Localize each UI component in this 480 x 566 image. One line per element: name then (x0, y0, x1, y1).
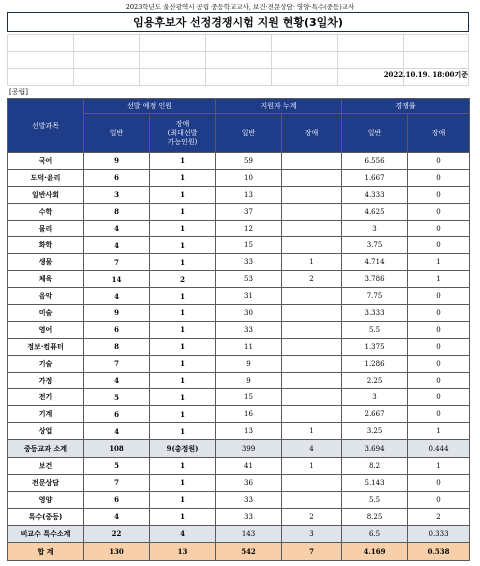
cell-applicants-general: 13 (216, 423, 282, 440)
table-row (8, 169, 470, 186)
cell-ratio-general: 8.2 (342, 457, 408, 474)
cell-applicants-disabled: 1 (282, 254, 342, 271)
cell-ratio-disabled: 0 (408, 203, 470, 220)
cell-applicants-disabled (282, 355, 342, 372)
cell-applicants-disabled: 2 (282, 508, 342, 525)
cell-applicants-general: 13 (216, 186, 282, 203)
table-row (8, 288, 470, 305)
cell-subject: 기계 (8, 406, 84, 423)
table-row (8, 457, 470, 474)
cell-applicants-general: 143 (216, 525, 282, 543)
cell-applicants-disabled (282, 153, 342, 170)
cell-planned-disabled: 1 (150, 237, 216, 254)
cell-ratio-disabled: 0.444 (408, 440, 470, 458)
cell-planned-disabled: 1 (150, 288, 216, 305)
cell-planned-disabled: 1 (150, 491, 216, 508)
cell-ratio-general: 8.25 (342, 508, 408, 525)
cell-applicants-general: 53 (216, 271, 282, 288)
cell-planned-general: 4 (84, 372, 150, 389)
cell-planned-general: 6 (84, 321, 150, 338)
cell-planned-disabled: 1 (150, 169, 216, 186)
cell-applicants-general: 15 (216, 389, 282, 406)
cell-applicants-general: 33 (216, 321, 282, 338)
cell-planned-disabled: 1 (150, 406, 216, 423)
cell-planned-general: 7 (84, 355, 150, 372)
cell-subject: 영양 (8, 491, 84, 508)
cell-ratio-general: 1.667 (342, 169, 408, 186)
cell-applicants-disabled (282, 338, 342, 355)
cell-applicants-general: 36 (216, 474, 282, 491)
cell-planned-disabled: 1 (150, 254, 216, 271)
header-planned-disabled: 장애 (최대선발 가능인원) (150, 114, 216, 153)
cell-ratio-general: 3.694 (342, 440, 408, 458)
cell-subject: 전문상담 (8, 474, 84, 491)
table-row (8, 203, 470, 220)
cell-subject: 기술 (8, 355, 84, 372)
cell-ratio-disabled: 1 (408, 254, 470, 271)
cell-planned-disabled: 1 (150, 338, 216, 355)
cell-applicants-disabled (282, 169, 342, 186)
cell-ratio-general: 7.75 (342, 288, 408, 305)
cell-planned-general: 7 (84, 474, 150, 491)
table-row (8, 220, 470, 237)
cell-ratio-disabled: 0.538 (408, 543, 470, 561)
cell-planned-general: 6 (84, 169, 150, 186)
header-applicants-disabled: 장애 (282, 114, 342, 153)
cell-ratio-disabled: 0 (408, 338, 470, 355)
cell-subject: 체육 (8, 271, 84, 288)
table-body (8, 153, 470, 561)
cell-subject: 영어 (8, 321, 84, 338)
cell-planned-disabled: 1 (150, 457, 216, 474)
table-row (8, 305, 470, 322)
cell-subject: 상업 (8, 423, 84, 440)
total-row (8, 543, 470, 561)
cell-ratio-disabled: 0 (408, 186, 470, 203)
cell-subject: 정보·컴퓨터 (8, 338, 84, 355)
cell-subject: 물리 (8, 220, 84, 237)
cell-planned-disabled: 9(총정원) (150, 440, 216, 458)
cell-ratio-disabled: 0 (408, 372, 470, 389)
cell-ratio-general: 1.286 (342, 355, 408, 372)
cell-ratio-disabled: 0 (408, 491, 470, 508)
cell-subject: 미술 (8, 305, 84, 322)
cell-ratio-disabled: 0 (408, 474, 470, 491)
cell-applicants-general: 10 (216, 169, 282, 186)
cell-ratio-general: 3.333 (342, 305, 408, 322)
cell-ratio-disabled: 0 (408, 406, 470, 423)
cell-subject: 도덕·윤리 (8, 169, 84, 186)
cell-planned-general: 22 (84, 525, 150, 543)
cell-ratio-general: 6.5 (342, 525, 408, 543)
cell-planned-general: 4 (84, 288, 150, 305)
subtotal-row (8, 440, 470, 458)
cell-planned-general: 3 (84, 186, 150, 203)
table-row (8, 355, 470, 372)
cell-applicants-general: 30 (216, 305, 282, 322)
cell-planned-disabled: 1 (150, 186, 216, 203)
cell-planned-disabled: 4 (150, 525, 216, 543)
cell-ratio-disabled: 1 (408, 271, 470, 288)
cell-subject: 특수(중등) (8, 508, 84, 525)
cell-planned-disabled: 1 (150, 474, 216, 491)
cell-subject: 일반사회 (8, 186, 84, 203)
cell-subject: 국어 (8, 153, 84, 170)
applicant-status-table (7, 98, 470, 561)
header-subject: 선발과목 (8, 99, 84, 153)
cell-planned-general: 5 (84, 457, 150, 474)
cell-applicants-general: 9 (216, 372, 282, 389)
cell-planned-disabled: 1 (150, 220, 216, 237)
cell-applicants-general: 12 (216, 220, 282, 237)
cell-applicants-general: 399 (216, 440, 282, 458)
section-label: [공립] (9, 88, 28, 96)
header-ratio-disabled: 장애 (408, 114, 470, 153)
header-planned: 선발 예정 인원 (84, 99, 216, 114)
cell-planned-general: 9 (84, 305, 150, 322)
cell-subject: 수학 (8, 203, 84, 220)
cell-planned-general: 9 (84, 153, 150, 170)
cell-planned-general: 4 (84, 508, 150, 525)
table-row (8, 389, 470, 406)
cell-applicants-disabled: 1 (282, 457, 342, 474)
cell-planned-disabled: 1 (150, 423, 216, 440)
cell-planned-disabled: 1 (150, 355, 216, 372)
cell-ratio-disabled: 2 (408, 508, 470, 525)
cell-subject: 화학 (8, 237, 84, 254)
cell-ratio-disabled: 0.333 (408, 525, 470, 543)
cell-planned-disabled: 1 (150, 508, 216, 525)
cell-planned-disabled: 1 (150, 153, 216, 170)
header-ratio-general: 일반 (342, 114, 408, 153)
cell-applicants-disabled (282, 474, 342, 491)
cell-applicants-general: 33 (216, 508, 282, 525)
document-title: 임용후보자 선정경쟁시험 지원 현황(3일차) (7, 12, 469, 32)
cell-applicants-general: 33 (216, 491, 282, 508)
cell-planned-general: 7 (84, 254, 150, 271)
table-row (8, 338, 470, 355)
cell-ratio-general: 4.333 (342, 186, 408, 203)
cell-ratio-general: 1.375 (342, 338, 408, 355)
cell-ratio-disabled: 1 (408, 423, 470, 440)
cell-planned-disabled: 1 (150, 203, 216, 220)
cell-applicants-disabled (282, 203, 342, 220)
header-applicants-general: 일반 (216, 114, 282, 153)
cell-subject: 비교수 특수소계 (8, 525, 84, 543)
cell-subject: 중등교과 소계 (8, 440, 84, 458)
cell-applicants-general: 542 (216, 543, 282, 561)
cell-planned-general: 6 (84, 406, 150, 423)
cell-applicants-disabled: 2 (282, 271, 342, 288)
cell-planned-general: 8 (84, 338, 150, 355)
cell-applicants-disabled: 7 (282, 543, 342, 561)
cell-applicants-disabled (282, 220, 342, 237)
table-row (8, 153, 470, 170)
cell-ratio-disabled: 0 (408, 288, 470, 305)
cell-applicants-general: 31 (216, 288, 282, 305)
cell-planned-general: 4 (84, 220, 150, 237)
cell-ratio-general: 3.786 (342, 271, 408, 288)
cell-ratio-general: 2.667 (342, 406, 408, 423)
table-row (8, 508, 470, 525)
cell-applicants-general: 33 (216, 254, 282, 271)
cell-planned-disabled: 1 (150, 372, 216, 389)
cell-planned-disabled: 2 (150, 271, 216, 288)
cell-ratio-general: 4.169 (342, 543, 408, 561)
cell-applicants-disabled: 3 (282, 525, 342, 543)
subtotal-row (8, 525, 470, 543)
cell-subject: 보건 (8, 457, 84, 474)
cell-ratio-disabled: 0 (408, 321, 470, 338)
cell-ratio-general: 4.625 (342, 203, 408, 220)
cell-subject: 전기 (8, 389, 84, 406)
cell-applicants-disabled (282, 372, 342, 389)
table-row (8, 186, 470, 203)
header-ratio: 경쟁률 (342, 99, 470, 114)
cell-ratio-general: 6.556 (342, 153, 408, 170)
cell-planned-disabled: 1 (150, 305, 216, 322)
table-row (8, 271, 470, 288)
cell-ratio-general: 5.5 (342, 321, 408, 338)
cell-ratio-general: 2.25 (342, 372, 408, 389)
table-row (8, 372, 470, 389)
table-row (8, 237, 470, 254)
cell-applicants-disabled: 4 (282, 440, 342, 458)
cell-applicants-disabled (282, 406, 342, 423)
cell-ratio-general: 3 (342, 389, 408, 406)
cell-planned-disabled: 1 (150, 321, 216, 338)
cell-planned-general: 5 (84, 389, 150, 406)
cell-applicants-disabled (282, 288, 342, 305)
cell-ratio-disabled: 1 (408, 457, 470, 474)
cell-applicants-general: 16 (216, 406, 282, 423)
cell-planned-disabled: 1 (150, 389, 216, 406)
header-planned-general: 일반 (84, 114, 150, 153)
cell-applicants-general: 11 (216, 338, 282, 355)
cell-planned-general: 14 (84, 271, 150, 288)
cell-planned-general: 6 (84, 491, 150, 508)
table-row (8, 254, 470, 271)
cell-ratio-disabled: 0 (408, 169, 470, 186)
cell-ratio-disabled: 0 (408, 389, 470, 406)
table-row (8, 406, 470, 423)
table-row (8, 474, 470, 491)
cell-applicants-disabled (282, 389, 342, 406)
header-applicants: 지원자 누계 (216, 99, 342, 114)
cell-ratio-disabled: 0 (408, 220, 470, 237)
reference-date: 2022.10.19. 18:00기준 (383, 70, 468, 79)
cell-subject: 음악 (8, 288, 84, 305)
cell-applicants-disabled (282, 305, 342, 322)
table-row (8, 423, 470, 440)
cell-applicants-general: 9 (216, 355, 282, 372)
cell-applicants-general: 37 (216, 203, 282, 220)
cell-applicants-general: 41 (216, 457, 282, 474)
cell-planned-general: 8 (84, 203, 150, 220)
cell-applicants-disabled (282, 321, 342, 338)
cell-planned-disabled: 13 (150, 543, 216, 561)
cell-applicants-general: 15 (216, 237, 282, 254)
cell-applicants-disabled (282, 186, 342, 203)
cell-ratio-general: 3.75 (342, 237, 408, 254)
cell-ratio-general: 5.5 (342, 491, 408, 508)
cell-planned-general: 4 (84, 237, 150, 254)
cell-ratio-general: 5.143 (342, 474, 408, 491)
table-row (8, 321, 470, 338)
cell-ratio-general: 3 (342, 220, 408, 237)
cell-subject: 합 계 (8, 543, 84, 561)
cell-applicants-disabled: 1 (282, 423, 342, 440)
cell-ratio-general: 4.714 (342, 254, 408, 271)
document-subtitle: 2023학년도 울산광역시 공립 중등학교교사, 보건·전문상담· 영양·특수(중등)교사 (125, 3, 355, 11)
cell-planned-general: 4 (84, 423, 150, 440)
cell-subject: 가정 (8, 372, 84, 389)
cell-subject: 생물 (8, 254, 84, 271)
cell-applicants-general: 59 (216, 153, 282, 170)
cell-planned-general: 108 (84, 440, 150, 458)
cell-ratio-general: 3.25 (342, 423, 408, 440)
cell-applicants-disabled (282, 491, 342, 508)
cell-applicants-disabled (282, 237, 342, 254)
cell-planned-general: 130 (84, 543, 150, 561)
cell-ratio-disabled: 0 (408, 355, 470, 372)
table-row (8, 491, 470, 508)
cell-ratio-disabled: 0 (408, 237, 470, 254)
cell-ratio-disabled: 0 (408, 305, 470, 322)
cell-ratio-disabled: 0 (408, 153, 470, 170)
